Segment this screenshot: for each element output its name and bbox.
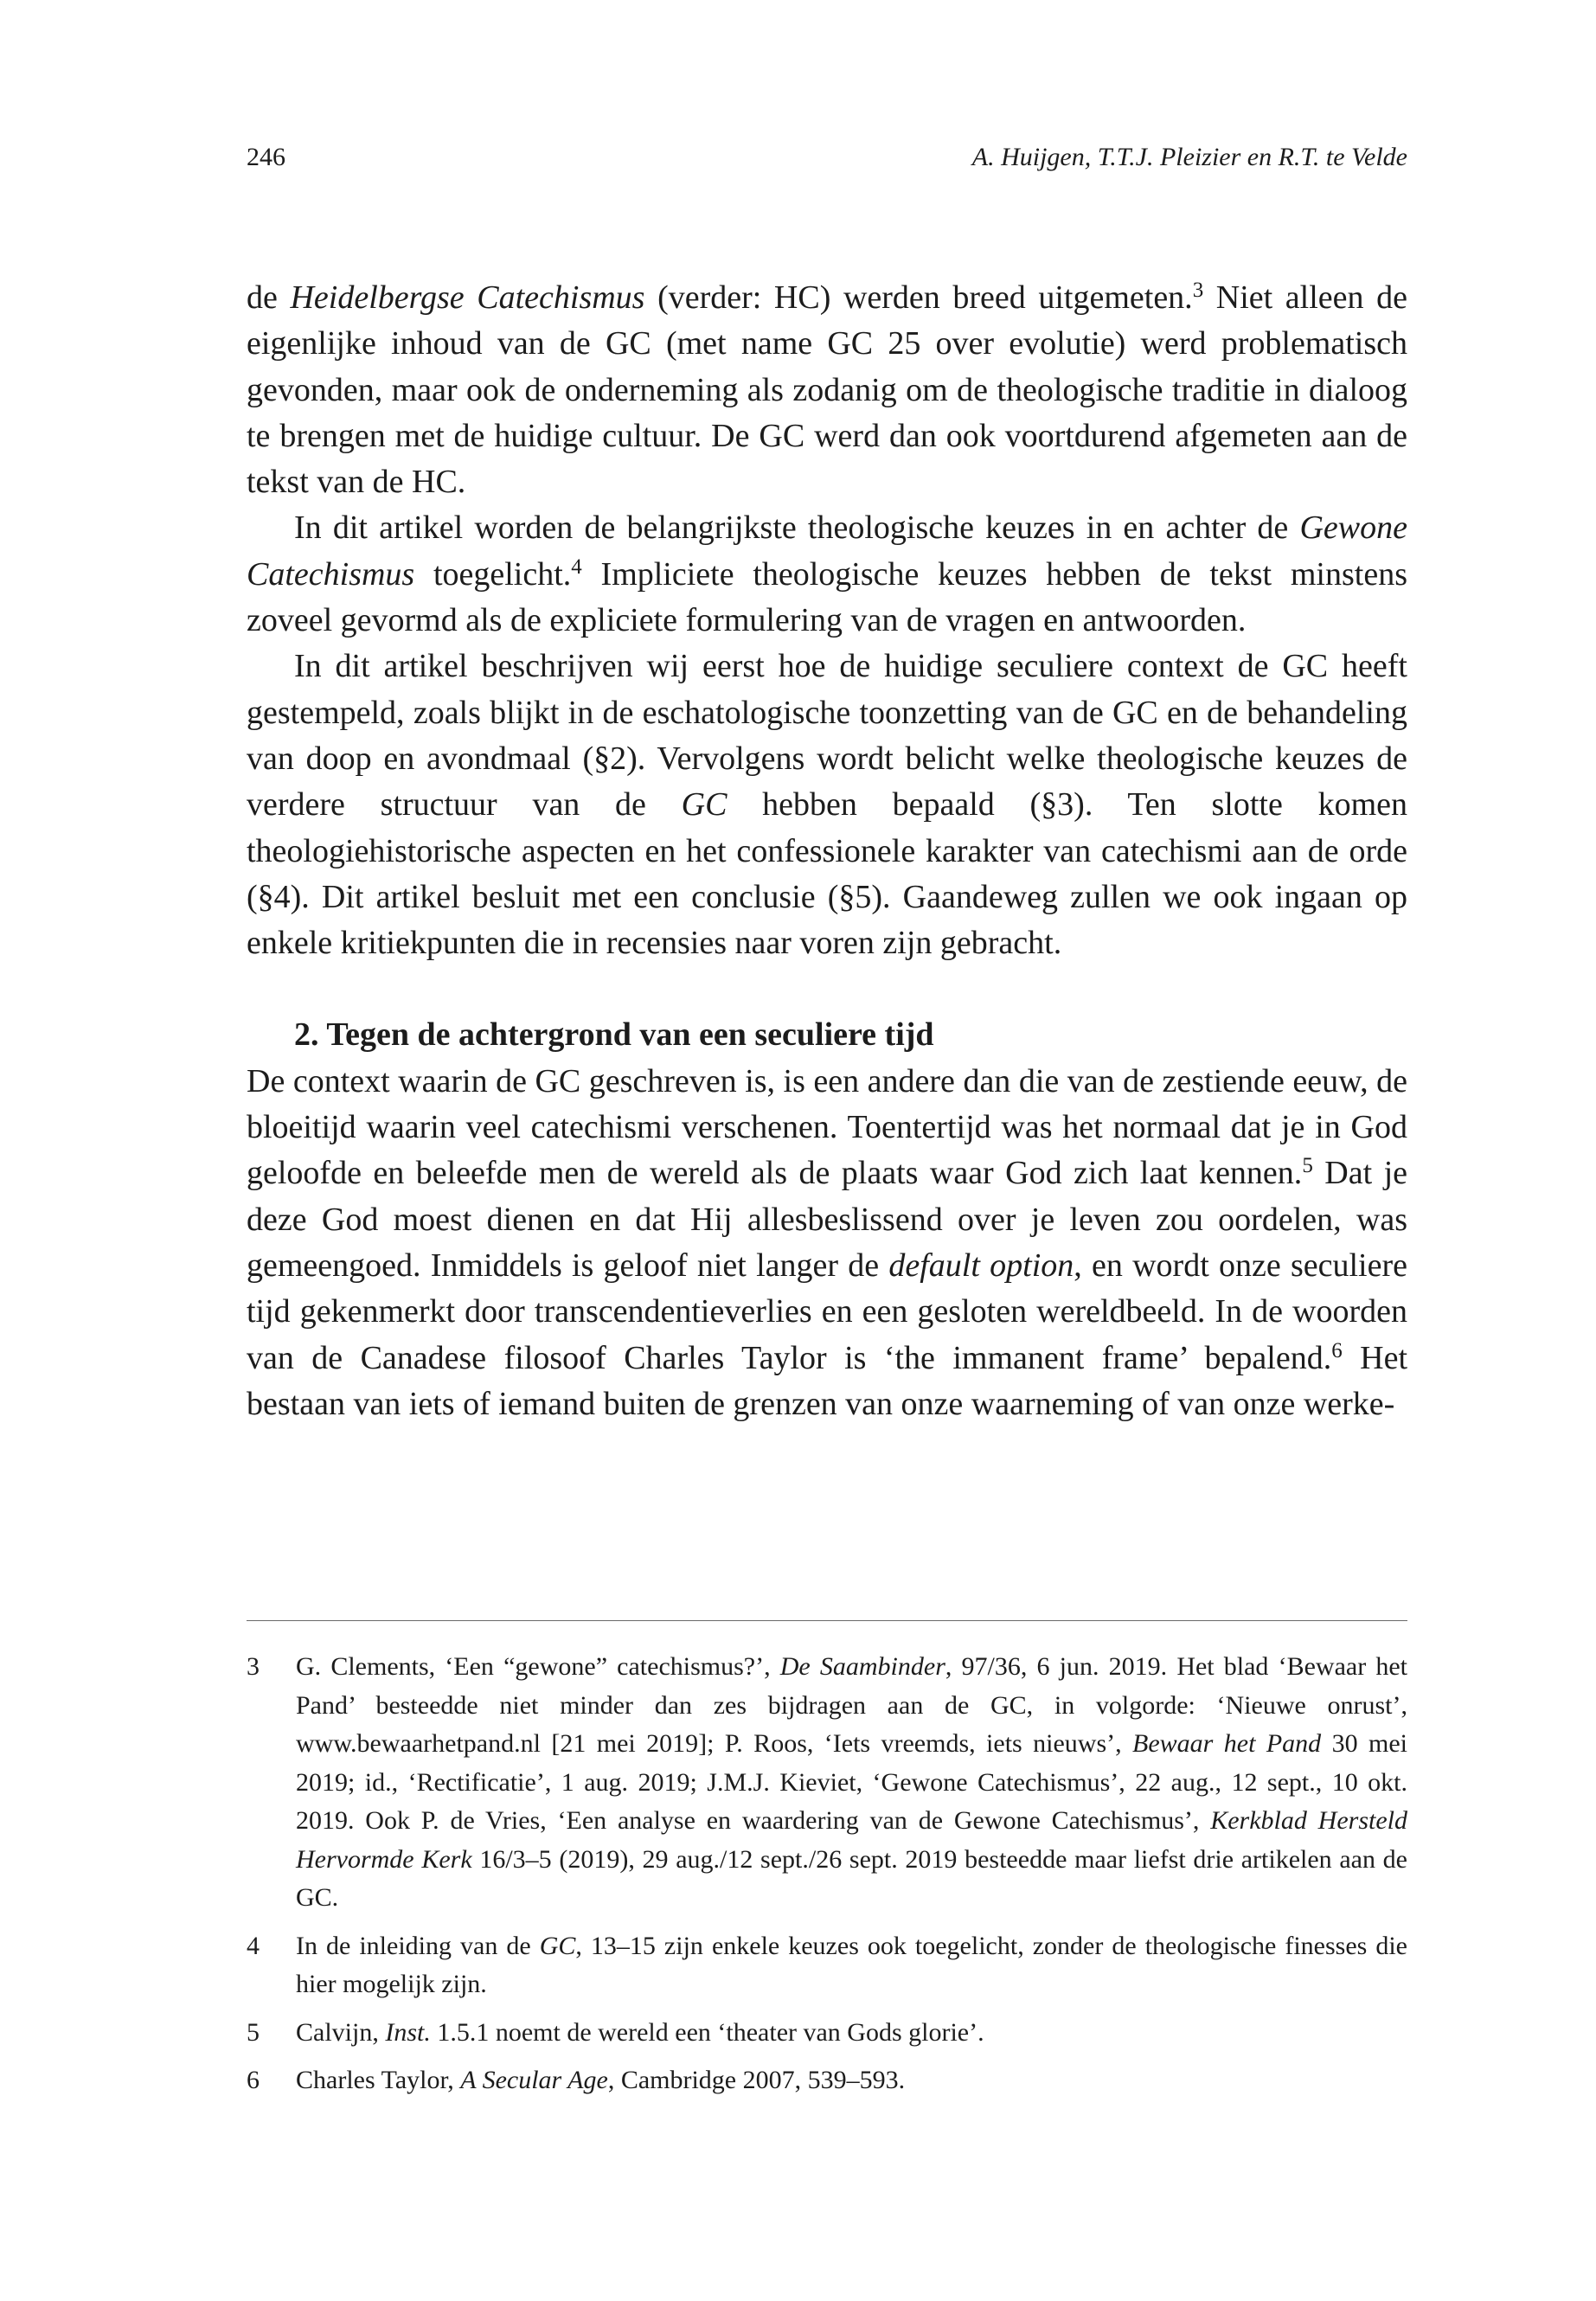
italic-title: Bewaar het Pand — [1132, 1729, 1322, 1758]
text-run: Charles Taylor, — [296, 2066, 461, 2094]
footnote-number: 6 — [247, 2066, 260, 2094]
text-run: Impliciete theologische keuzes hebben de tekst minstens zoveel gevormd als de expliciete formulering van de vragen en antwoorden. — [247, 555, 1407, 639]
text-run: 1.5.1 noemt de wereld een ‘theater van Gods glorie’. — [430, 2017, 984, 2047]
text-run: hebben bepaald (§3). Ten slotte komen theologiehistorische aspecten en het confessionele karakter van catechismi aan de orde (§4). Dit artikel besluit met een conclusie (§5). Gaandeweg zullen we ook ingaan op enkele kritiekpunten die in recensies naar voren zijn gebracht. — [247, 786, 1408, 962]
footnote-6 — [247, 2061, 1407, 2100]
footnote-ref: 5 — [1302, 1154, 1313, 1178]
footnotes — [247, 1648, 1407, 2100]
text-run: De context waarin de GC geschreven is, is een andere dan die van de zestiende eeuw, de bloeitijd waarin veel catechismi verschenen. Toentertijd was het normaal dat je in God geloofde en beleefde men de wereld als de plaats waar God zich laat kennen. — [247, 1062, 1407, 1192]
paragraph — [247, 1059, 1407, 1427]
footnote-4 — [247, 1927, 1407, 2004]
text-run: , en wordt onze seculiere tijd gekenmerkt door transcendentieverlies en een gesloten wereldbeeld. In de woorden van de Canadese filosoof Charles Taylor is ‘the immanent frame’ bepalend. — [247, 1247, 1407, 1376]
running-head-authors: A. Huijgen, T.T.J. Pleizier en R.T. te Velde — [971, 143, 1407, 171]
section-heading: 2. Tegen de achtergrond van een seculiere tijd — [294, 1016, 934, 1054]
italic-abbrev: Inst. — [385, 2017, 431, 2047]
italic-abbrev: GC — [539, 1931, 576, 1960]
text-run: In dit artikel beschrijven wij eerst hoe de huidige seculiere context de GC heeft gestempeld, zoals blijkt in de eschatologische toonzetting van de GC en de behandeling van doop en avondmaal (§2). Vervolgens wordt belicht welke theologische keuzes de verdere structuur van de — [247, 648, 1407, 824]
text-run: G. Clements, ‘Een “gewone” catechismus?’, — [296, 1652, 780, 1681]
footnote-3 — [247, 1648, 1407, 1918]
footnote-number: 5 — [247, 2017, 260, 2047]
italic-title: Kerkblad Hersteld Hervormde Kerk — [296, 1806, 1407, 1874]
page-number: 246 — [247, 143, 285, 171]
text-run: 16/3–5 (2019), 29 aug./12 sept./26 sept. 2019 besteedde maar liefst drie artikelen aan de GC. — [296, 1844, 1407, 1912]
paragraph — [247, 275, 1407, 505]
text-run: toegelicht. — [414, 555, 572, 593]
text-run: Calvijn, — [296, 2017, 386, 2047]
text-run: Dat je deze God moest dienen en dat Hij allesbeslissend over je leven zou oordelen, was gemeengoed. Inmiddels is geloof niet langer de — [247, 1155, 1407, 1284]
italic-title: A Secular Age — [460, 2066, 608, 2094]
text-run: Het bestaan van iets of iemand buiten de grenzen van onze waarneming of van onze werke- — [247, 1339, 1408, 1422]
footnote-number: 3 — [247, 1652, 260, 1681]
footnote-5 — [247, 2014, 1407, 2053]
text-run: , 13–15 zijn enkele keuzes ook toegelicht, zonder de theologische finesses die hier mogelijk zijn. — [296, 1931, 1407, 1998]
footnote-number: 4 — [247, 1931, 260, 1960]
footnote-ref: 4 — [571, 554, 582, 579]
paragraph — [247, 644, 1407, 966]
text-run: In dit artikel worden de belangrijkste theologische keuzes in en achter de — [294, 510, 1300, 547]
text-run: , 97/36, 6 jun. 2019. Het blad ‘Bewaar het Pand’ besteedde niet minder dan zes bijdragen aan de GC, in volgorde: ‘Nieuwe onrust’, www.bewaarhetpand.nl [21 mei 2019]; P. Roos, ‘Iets vreemds, iets nieuws’, — [296, 1652, 1407, 1758]
text-run: (verder: HC) werden breed uitgemeten. — [644, 279, 1193, 316]
italic-phrase: default option — [888, 1247, 1074, 1284]
text-run: , Cambridge 2007, 539–593. — [607, 2066, 906, 2094]
text-run: 30 mei 2019; id., ‘Rectificatie’, 1 aug. 2019; J.M.J. Kieviet, ‘Gewone Catechismus’, 22 aug., 12 sept., 10 okt. 2019. Ook P. de Vries, ‘Een analyse en waardering van de Gewone Catechismus’, — [296, 1729, 1407, 1835]
main-text — [247, 275, 1407, 1427]
text-run: de — [247, 279, 291, 316]
running-header — [247, 138, 1407, 176]
italic-abbrev: GC — [681, 786, 727, 824]
text-run: Niet alleen de eigenlijke inhoud van de GC (met name GC 25 over evolutie) werd problematisch gevonden, maar ook de onderneming als zodanig om de theologische traditie in dialoog te brengen met de huidige cultuur. De GC werd dan ook voortdurend afgemeten aan de tekst van de HC. — [247, 279, 1407, 501]
footnote-separator — [247, 1620, 1407, 1621]
italic-title: De Saambinder — [779, 1652, 945, 1681]
paragraph — [247, 505, 1407, 644]
italic-title: Heidelbergse Catechismus — [290, 279, 645, 316]
text-run: In de inleiding van de — [296, 1931, 540, 1960]
footnote-ref: 6 — [1331, 1338, 1343, 1362]
footnote-ref: 3 — [1192, 279, 1204, 302]
italic-title: Gewone Catechismus — [247, 510, 1407, 593]
